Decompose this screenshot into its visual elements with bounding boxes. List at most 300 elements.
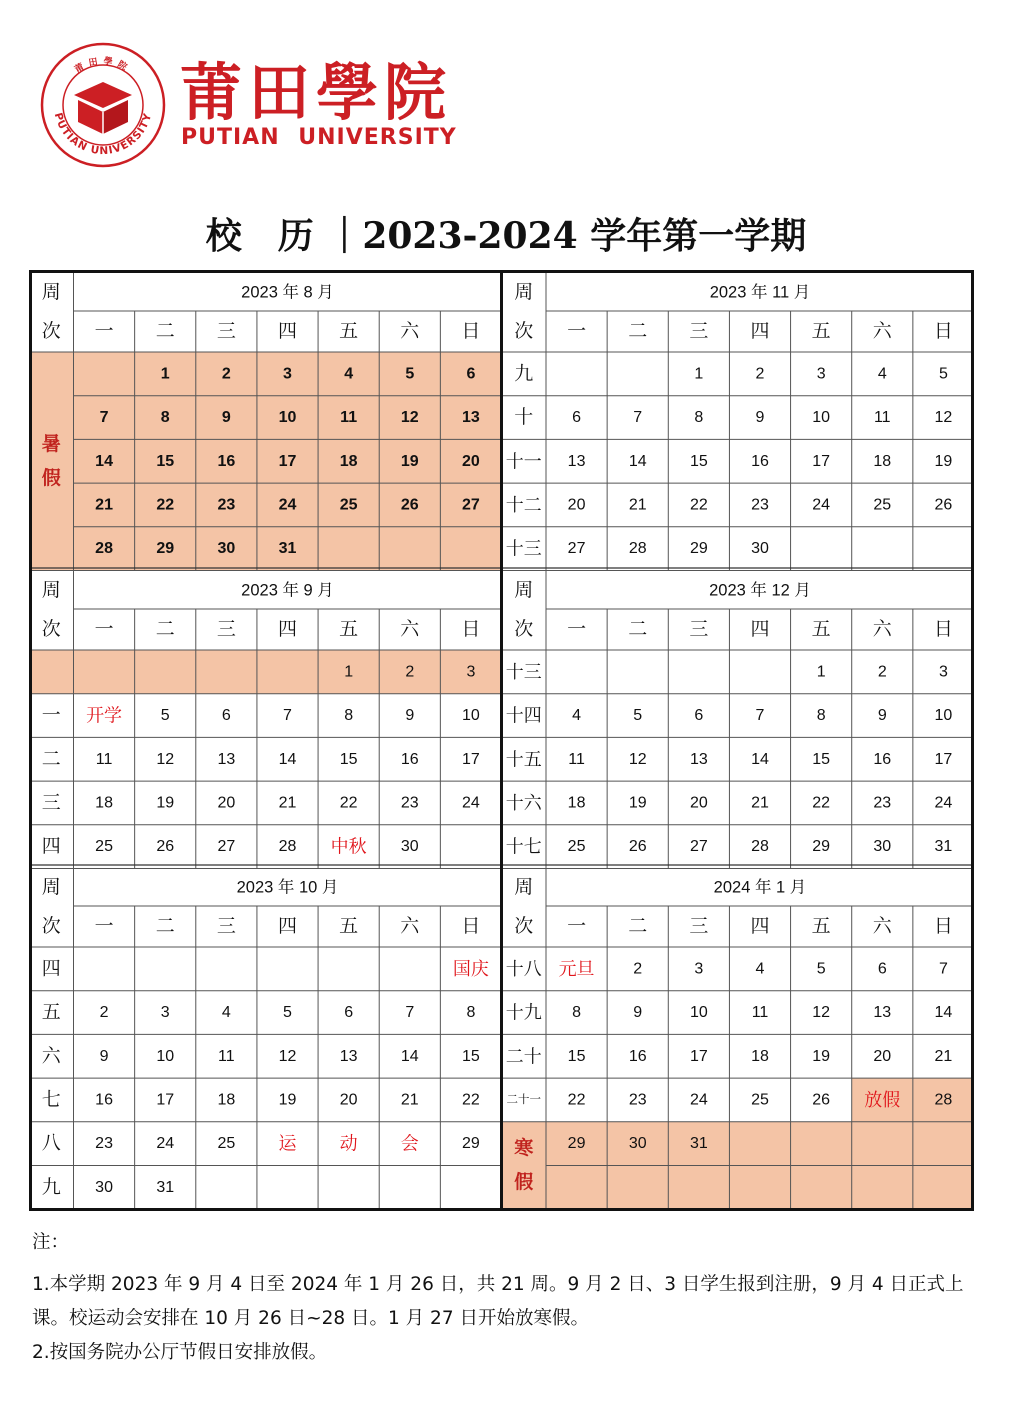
week-number: 十六	[505, 792, 542, 813]
week-number: 九	[514, 363, 534, 385]
day-cell: 12	[278, 1047, 297, 1065]
week-number: 四	[41, 958, 61, 980]
weekday-header: 一	[567, 619, 587, 640]
week-label: 周	[514, 282, 534, 303]
holiday-cell	[852, 1122, 913, 1166]
day-cell: 17	[934, 750, 953, 768]
day-cell: 23	[217, 496, 236, 514]
week-number: 十九	[505, 1002, 542, 1023]
day-cell: 22	[156, 496, 175, 514]
day-cell: 24	[689, 1091, 708, 1109]
day-cell: 6	[221, 707, 231, 725]
day-cell: 3	[283, 365, 292, 383]
week-number: 三	[41, 792, 61, 814]
day-cell: 15	[812, 750, 831, 768]
event-label: 元旦	[558, 958, 595, 979]
day-cell: 3	[938, 663, 948, 681]
day-cell: 6	[466, 365, 476, 383]
day-cell: 18	[95, 794, 113, 812]
month-title: 2023 年 8 月	[241, 283, 334, 302]
week-number: 十三	[505, 661, 542, 682]
day-cell: 9	[755, 409, 765, 427]
holiday-cell	[196, 650, 257, 694]
day-cell: 2	[877, 663, 887, 681]
weekday-header: 六	[400, 321, 420, 342]
weekday-header: 三	[216, 321, 236, 342]
day-cell: 9	[99, 1047, 109, 1065]
month-title: 2023 年 10 月	[236, 878, 339, 897]
day-cell: 28	[278, 838, 297, 856]
weekday-header: 四	[750, 619, 770, 640]
vacation-label: 暑	[41, 433, 61, 455]
day-cell: 11	[751, 1004, 769, 1022]
day-cell: 10	[812, 409, 831, 427]
holiday-cell	[74, 650, 135, 694]
day-cell: 21	[751, 794, 769, 812]
holiday-cell	[257, 650, 318, 694]
day-cell: 29	[567, 1135, 586, 1153]
day-cell: 21	[400, 1091, 419, 1109]
day-cell: 1	[344, 663, 354, 681]
holiday-cell	[440, 527, 501, 571]
day-cell: 22	[812, 794, 831, 812]
day-cell: 10	[462, 707, 480, 725]
day-cell: 14	[400, 1047, 419, 1065]
day-cell: 24	[278, 496, 297, 514]
day-cell: 24	[462, 794, 480, 812]
day-cell: 28	[95, 540, 113, 558]
holiday-cell	[379, 527, 440, 571]
week-number: 六	[41, 1045, 61, 1067]
day-cell: 11	[873, 409, 891, 427]
weekday-header: 二	[628, 619, 648, 640]
weekday-header: 四	[277, 321, 298, 342]
event-label: 开学	[86, 705, 123, 726]
week-number: 十三	[505, 538, 542, 559]
day-cell: 13	[217, 750, 236, 768]
day-cell: 30	[400, 838, 419, 856]
weekday-header: 五	[811, 916, 831, 937]
day-cell: 8	[466, 1004, 476, 1022]
day-cell: 5	[283, 1004, 292, 1022]
month-title: 2024 年 1 月	[713, 878, 807, 897]
day-cell: 17	[156, 1091, 175, 1109]
week-number: 八	[41, 1133, 61, 1155]
day-cell: 19	[934, 452, 953, 470]
weekday-header: 一	[94, 916, 114, 937]
day-cell: 18	[567, 794, 586, 812]
day-cell: 31	[689, 1135, 708, 1153]
day-cell: 10	[156, 1047, 175, 1065]
holiday-cell	[668, 1166, 729, 1210]
weekday-header: 六	[872, 321, 892, 342]
month-title: 2023 年 9 月	[241, 581, 334, 600]
day-cell: 16	[400, 750, 419, 768]
day-cell: 16	[95, 1091, 113, 1109]
day-cell: 15	[339, 750, 358, 768]
day-cell: 25	[217, 1135, 236, 1153]
day-cell: 23	[628, 1091, 647, 1109]
calendar-table	[29, 270, 974, 1211]
weekday-header: 四	[277, 916, 298, 937]
weekday-header: 五	[339, 916, 359, 937]
day-cell: 2	[99, 1004, 109, 1022]
ordinal-label: 次	[514, 619, 534, 640]
day-cell: 12	[812, 1004, 831, 1022]
day-cell: 2	[221, 365, 231, 383]
day-cell: 10	[689, 1004, 708, 1022]
day-cell: 28	[751, 838, 769, 856]
day-cell: 4	[221, 1004, 231, 1022]
day-cell: 25	[873, 496, 892, 514]
day-cell: 11	[218, 1047, 235, 1065]
week-number: 一	[41, 705, 61, 727]
weekday-header: 五	[811, 321, 831, 342]
day-cell: 12	[628, 750, 647, 768]
day-cell: 23	[400, 794, 419, 812]
day-cell: 26	[628, 838, 647, 856]
weekday-header: 三	[689, 916, 709, 937]
notes-heading: 注：	[32, 1232, 70, 1253]
month-title: 2023 年 11 月	[709, 283, 811, 302]
day-cell: 20	[567, 496, 586, 514]
weekday-header: 日	[461, 916, 481, 937]
day-cell: 19	[812, 1047, 831, 1065]
day-cell: 18	[339, 452, 358, 470]
day-cell: 16	[217, 452, 236, 470]
day-cell: 8	[572, 1004, 582, 1022]
week-number: 十二	[505, 494, 542, 515]
day-cell: 30	[873, 838, 892, 856]
week-label: 周	[514, 580, 534, 601]
event-label: 动	[339, 1133, 358, 1154]
day-cell: 5	[938, 365, 948, 383]
weekday-header: 四	[750, 916, 770, 937]
event-label: 国庆	[452, 958, 489, 979]
day-cell: 18	[873, 452, 892, 470]
day-cell: 24	[812, 496, 831, 514]
day-cell: 24	[156, 1135, 175, 1153]
week-number: 五	[41, 1002, 61, 1024]
day-cell: 15	[689, 452, 708, 470]
day-cell: 14	[278, 750, 297, 768]
day-cell: 28	[934, 1091, 953, 1109]
holiday-cell	[546, 1166, 607, 1210]
day-cell: 2	[405, 663, 415, 681]
day-cell: 28	[628, 540, 647, 558]
day-cell: 13	[462, 409, 480, 427]
day-cell: 15	[156, 452, 175, 470]
day-cell: 6	[877, 960, 887, 978]
brand-english-name: PUTIAN UNIVERSITY	[181, 125, 457, 150]
day-cell: 8	[816, 707, 826, 725]
day-cell: 29	[156, 540, 175, 558]
day-cell: 9	[877, 707, 887, 725]
day-cell: 15	[462, 1047, 480, 1065]
day-cell: 7	[99, 409, 109, 427]
day-cell: 11	[340, 409, 358, 427]
svg-text:莆田學院: 莆田學院	[73, 56, 133, 76]
day-cell: 26	[156, 838, 175, 856]
weekday-header: 日	[461, 321, 481, 342]
holiday-cell	[135, 650, 196, 694]
day-cell: 4	[755, 960, 765, 978]
day-cell: 7	[283, 707, 292, 725]
day-cell: 18	[751, 1047, 769, 1065]
day-cell: 20	[689, 794, 708, 812]
day-cell: 31	[156, 1178, 175, 1196]
day-cell: 4	[572, 707, 582, 725]
day-cell: 31	[278, 540, 297, 558]
event-label: 运	[278, 1133, 297, 1154]
day-cell: 20	[873, 1047, 892, 1065]
week-number: 二	[41, 748, 61, 770]
day-cell: 25	[95, 838, 113, 856]
weekday-header: 四	[277, 619, 298, 640]
day-cell: 4	[344, 365, 354, 383]
day-cell: 10	[934, 707, 953, 725]
weekday-header: 三	[216, 619, 236, 640]
holiday-cell	[74, 352, 135, 396]
weekday-header: 六	[400, 619, 420, 640]
week-number: 十四	[505, 705, 542, 726]
day-cell: 16	[628, 1047, 647, 1065]
holiday-cell	[913, 1166, 974, 1210]
day-cell: 5	[633, 707, 643, 725]
page-title: 校 历 ｜2023-2024 学年第一学期	[205, 215, 807, 257]
weekday-header: 二	[155, 916, 175, 937]
month-title: 2023 年 12 月	[709, 581, 811, 600]
week-number: 二十一	[506, 1093, 541, 1106]
day-cell: 17	[689, 1047, 708, 1065]
weekday-header: 四	[750, 321, 770, 342]
holiday-cell	[729, 1122, 790, 1166]
day-cell: 29	[462, 1135, 480, 1153]
day-cell: 24	[934, 794, 953, 812]
day-cell: 3	[694, 960, 704, 978]
day-cell: 29	[812, 838, 831, 856]
ordinal-label: 次	[514, 321, 534, 342]
day-cell: 25	[751, 1091, 769, 1109]
day-cell: 9	[633, 1004, 643, 1022]
day-cell: 25	[339, 496, 358, 514]
day-cell: 11	[95, 750, 113, 768]
day-cell: 22	[339, 794, 358, 812]
day-cell: 26	[812, 1091, 831, 1109]
day-cell: 17	[462, 750, 480, 768]
day-cell: 12	[934, 409, 953, 427]
weekday-header: 二	[155, 321, 175, 342]
vacation-label: 寒	[514, 1138, 534, 1159]
week-number: 十	[514, 407, 534, 429]
vacation-label: 假	[514, 1172, 534, 1193]
day-cell: 30	[751, 540, 769, 558]
weekday-header: 六	[872, 619, 892, 640]
day-cell: 29	[689, 540, 708, 558]
day-cell: 2	[633, 960, 643, 978]
week-label: 周	[41, 877, 61, 898]
vacation-week-cell	[29, 352, 74, 571]
day-cell: 26	[400, 496, 419, 514]
weekday-header: 三	[689, 321, 709, 342]
day-cell: 7	[633, 409, 643, 427]
holiday-cell	[913, 1122, 974, 1166]
day-cell: 6	[344, 1004, 354, 1022]
day-cell: 14	[751, 750, 769, 768]
day-cell: 14	[628, 452, 647, 470]
event-label: 中秋	[330, 836, 367, 857]
week-label: 周	[514, 877, 534, 898]
day-cell: 3	[160, 1004, 170, 1022]
day-cell: 7	[938, 960, 948, 978]
day-cell: 31	[934, 838, 953, 856]
holiday-cell	[318, 527, 379, 571]
day-cell: 1	[816, 663, 826, 681]
vacation-label: 假	[41, 467, 61, 489]
day-cell: 6	[694, 707, 704, 725]
weekday-header: 三	[689, 619, 709, 640]
day-cell: 21	[95, 496, 113, 514]
note-1: 1.本学期 2023 年 9 月 4 日至 2024 年 1 月 26 日，共 21 周。9 月 2 日、3 日学生报到注册，9 月 4 日正式上课。校运动会安排在 10 月 26 日~28 日。1 月 27 日开始放寒假。	[32, 1274, 964, 1329]
note-2: 2.按国务院办公厅节假日安排放假。	[32, 1342, 328, 1363]
day-cell: 9	[221, 409, 231, 427]
day-cell: 13	[873, 1004, 892, 1022]
week-number: 十一	[505, 451, 542, 472]
day-cell: 17	[812, 452, 831, 470]
day-cell: 7	[755, 707, 765, 725]
weekday-header: 一	[567, 916, 587, 937]
week-label: 周	[41, 580, 61, 601]
day-cell: 27	[462, 496, 480, 514]
day-cell: 1	[694, 365, 704, 383]
day-cell: 5	[160, 707, 170, 725]
weekday-header: 日	[461, 619, 481, 640]
ordinal-label: 次	[41, 916, 61, 937]
day-cell: 19	[628, 794, 647, 812]
day-cell: 27	[217, 838, 236, 856]
day-cell: 3	[816, 365, 826, 383]
day-cell: 27	[689, 838, 708, 856]
week-number: 七	[41, 1089, 61, 1111]
holiday-cell	[607, 1166, 668, 1210]
holiday-cell	[852, 1166, 913, 1210]
brand-chinese-name: 莆田學院	[180, 56, 453, 129]
day-cell: 7	[405, 1004, 415, 1022]
day-cell: 22	[689, 496, 708, 514]
day-cell: 10	[278, 409, 297, 427]
ordinal-label: 次	[41, 619, 61, 640]
weekday-header: 一	[94, 321, 114, 342]
week-number: 四	[41, 836, 61, 858]
day-cell: 13	[339, 1047, 358, 1065]
day-cell: 3	[466, 663, 476, 681]
day-cell: 5	[816, 960, 826, 978]
day-cell: 20	[462, 452, 480, 470]
holiday-week-cell	[29, 650, 74, 694]
day-cell: 23	[873, 794, 892, 812]
weekday-header: 一	[567, 321, 587, 342]
svg-text:PUTIAN UNIVERSITY: PUTIAN UNIVERSITY	[51, 111, 155, 158]
day-cell: 22	[567, 1091, 586, 1109]
day-cell: 8	[344, 707, 354, 725]
day-cell: 9	[405, 707, 415, 725]
event-label: 放假	[864, 1089, 901, 1110]
vacation-week-cell	[502, 1122, 547, 1209]
day-cell: 4	[877, 365, 887, 383]
week-number: 十五	[505, 749, 542, 770]
day-cell: 20	[217, 794, 236, 812]
day-cell: 30	[217, 540, 236, 558]
university-seal-logo	[40, 42, 166, 168]
day-cell: 19	[400, 452, 419, 470]
event-label: 会	[400, 1133, 419, 1154]
weekday-header: 六	[872, 916, 892, 937]
notes-section	[32, 1226, 982, 1370]
day-cell: 16	[751, 452, 769, 470]
day-cell: 13	[689, 750, 708, 768]
day-cell: 14	[95, 452, 113, 470]
day-cell: 26	[934, 496, 953, 514]
day-cell: 14	[934, 1004, 953, 1022]
day-cell: 12	[156, 750, 175, 768]
day-cell: 1	[160, 365, 170, 383]
day-cell: 30	[95, 1178, 113, 1196]
day-cell: 30	[628, 1135, 647, 1153]
day-cell: 25	[567, 838, 586, 856]
week-number: 十八	[505, 958, 542, 979]
day-cell: 21	[934, 1047, 953, 1065]
weekday-header: 六	[400, 916, 420, 937]
day-cell: 12	[400, 409, 419, 427]
day-cell: 8	[160, 409, 170, 427]
week-label: 周	[41, 282, 61, 303]
ordinal-label: 次	[514, 916, 534, 937]
weekday-header: 日	[933, 321, 953, 342]
day-cell: 27	[567, 540, 586, 558]
ordinal-label: 次	[41, 321, 61, 342]
holiday-cell	[791, 1122, 852, 1166]
day-cell: 23	[751, 496, 769, 514]
day-cell: 11	[568, 750, 585, 768]
day-cell: 17	[278, 452, 297, 470]
weekday-header: 五	[339, 321, 359, 342]
day-cell: 15	[567, 1047, 586, 1065]
week-number: 九	[41, 1176, 61, 1198]
weekday-header: 五	[811, 619, 831, 640]
day-cell: 19	[156, 794, 175, 812]
day-cell: 18	[217, 1091, 236, 1109]
weekday-header: 五	[339, 619, 359, 640]
weekday-header: 二	[628, 321, 648, 342]
day-cell: 2	[755, 365, 765, 383]
weekday-header: 日	[933, 619, 953, 640]
day-cell: 19	[278, 1091, 297, 1109]
day-cell: 8	[694, 409, 704, 427]
holiday-cell	[791, 1166, 852, 1210]
day-cell: 13	[567, 452, 586, 470]
day-cell: 21	[628, 496, 647, 514]
weekday-header: 二	[628, 916, 648, 937]
day-cell: 23	[95, 1135, 113, 1153]
weekday-header: 日	[933, 916, 953, 937]
holiday-cell	[729, 1166, 790, 1210]
day-cell: 22	[462, 1091, 480, 1109]
weekday-header: 三	[216, 916, 236, 937]
day-cell: 21	[278, 794, 297, 812]
day-cell: 5	[405, 365, 415, 383]
weekday-header: 二	[155, 619, 175, 640]
week-number: 二十	[505, 1046, 542, 1067]
